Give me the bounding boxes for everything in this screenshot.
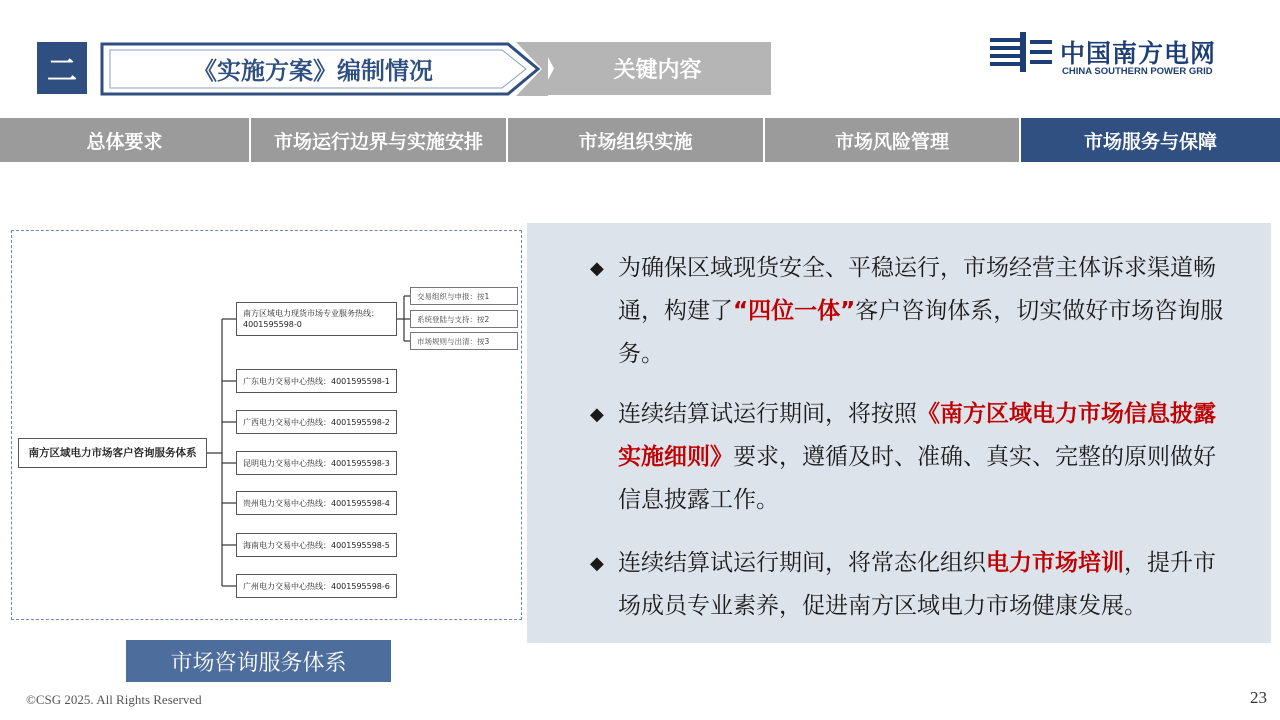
bullet-text: 连续结算试运行期间，将按照 — [618, 401, 917, 427]
logo-chinese-name: 中国南方电网 — [1060, 39, 1217, 68]
bullet-item-1 — [590, 247, 1230, 376]
hotline-node-2: 广西电力交易中心热线：4001595598-2 — [236, 410, 397, 434]
hotline-node-1: 广东电力交易中心热线：4001595598-1 — [236, 369, 397, 393]
bullet-text: 连续结算试运行期间，将常态化组织 — [618, 550, 986, 576]
sub-option-node-1: 交易组织与申报：按1 — [410, 287, 518, 305]
hotline-node-4: 贵州电力交易中心热线：4001595598-4 — [236, 491, 397, 515]
bullet-text: ，提升市场成员专业素养，促进南方区域电力市场健康发展。 — [618, 550, 1216, 619]
diamond-bullet-icon: ◆ — [590, 404, 604, 425]
bullet-text: 为确保区域现货安全、平稳运行，市场经营主体诉求渠道畅通，构建了 — [618, 255, 1216, 324]
tab-market-risk[interactable]: 市场风险管理 — [765, 118, 1021, 162]
page-title: 《实施方案》编制情况 — [193, 56, 433, 85]
diagram-caption: 市场咨询服务体系 — [126, 640, 391, 682]
hotline-node-0: 南方区域电力现货市场专业服务热线：4001595598-0 — [236, 302, 397, 336]
bullet-item-2 — [590, 393, 1230, 522]
bullet-text: 客户咨询体系，切实做好市场咨询服务。 — [618, 298, 1224, 367]
sub-option-node-3: 市场规则与出清：按3 — [410, 332, 518, 350]
csg-logo-icon — [990, 30, 1054, 76]
bullet-highlight: 《南方区域电力市场信息披露实施细则》 — [618, 401, 1216, 470]
bullet-highlight: 电力市场培训 — [986, 550, 1124, 576]
hotline-node-3: 昆明电力交易中心热线：4001595598-3 — [236, 451, 397, 475]
tab-market-organization[interactable]: 市场组织实施 — [508, 118, 765, 162]
sub-option-node-2: 系统登陆与支持：按2 — [410, 310, 518, 328]
bullet-highlight: “四位一体” — [733, 298, 856, 324]
tab-market-boundary[interactable]: 市场运行边界与实施安排 — [251, 118, 508, 162]
copyright-footer: ©CSG 2025. All Rights Reserved — [26, 692, 202, 707]
diagram-root-node: 南方区域电力市场客户咨询服务体系 — [18, 438, 207, 468]
tab-overall-requirements[interactable]: 总体要求 — [0, 118, 251, 162]
section-number-badge: 二 — [37, 42, 87, 94]
logo-english-name: CHINA SOUTHERN POWER GRID — [1062, 66, 1213, 77]
diamond-bullet-icon: ◆ — [590, 258, 604, 279]
page-subtitle: 关键内容 — [613, 57, 702, 83]
diamond-bullet-icon: ◆ — [590, 553, 604, 574]
section-tabs — [0, 118, 1280, 162]
consulting-system-diagram — [11, 230, 522, 620]
page-number: 23 — [1250, 688, 1267, 707]
hotline-node-5: 海南电力交易中心热线：4001595598-5 — [236, 533, 397, 557]
tab-market-service[interactable]: 市场服务与保障 — [1021, 118, 1280, 162]
bullet-item-3 — [590, 542, 1230, 628]
bullet-text: 要求，遵循及时、准确、真实、完整的原则做好信息披露工作。 — [618, 444, 1216, 513]
hotline-node-6: 广州电力交易中心热线：4001595598-6 — [236, 574, 397, 598]
